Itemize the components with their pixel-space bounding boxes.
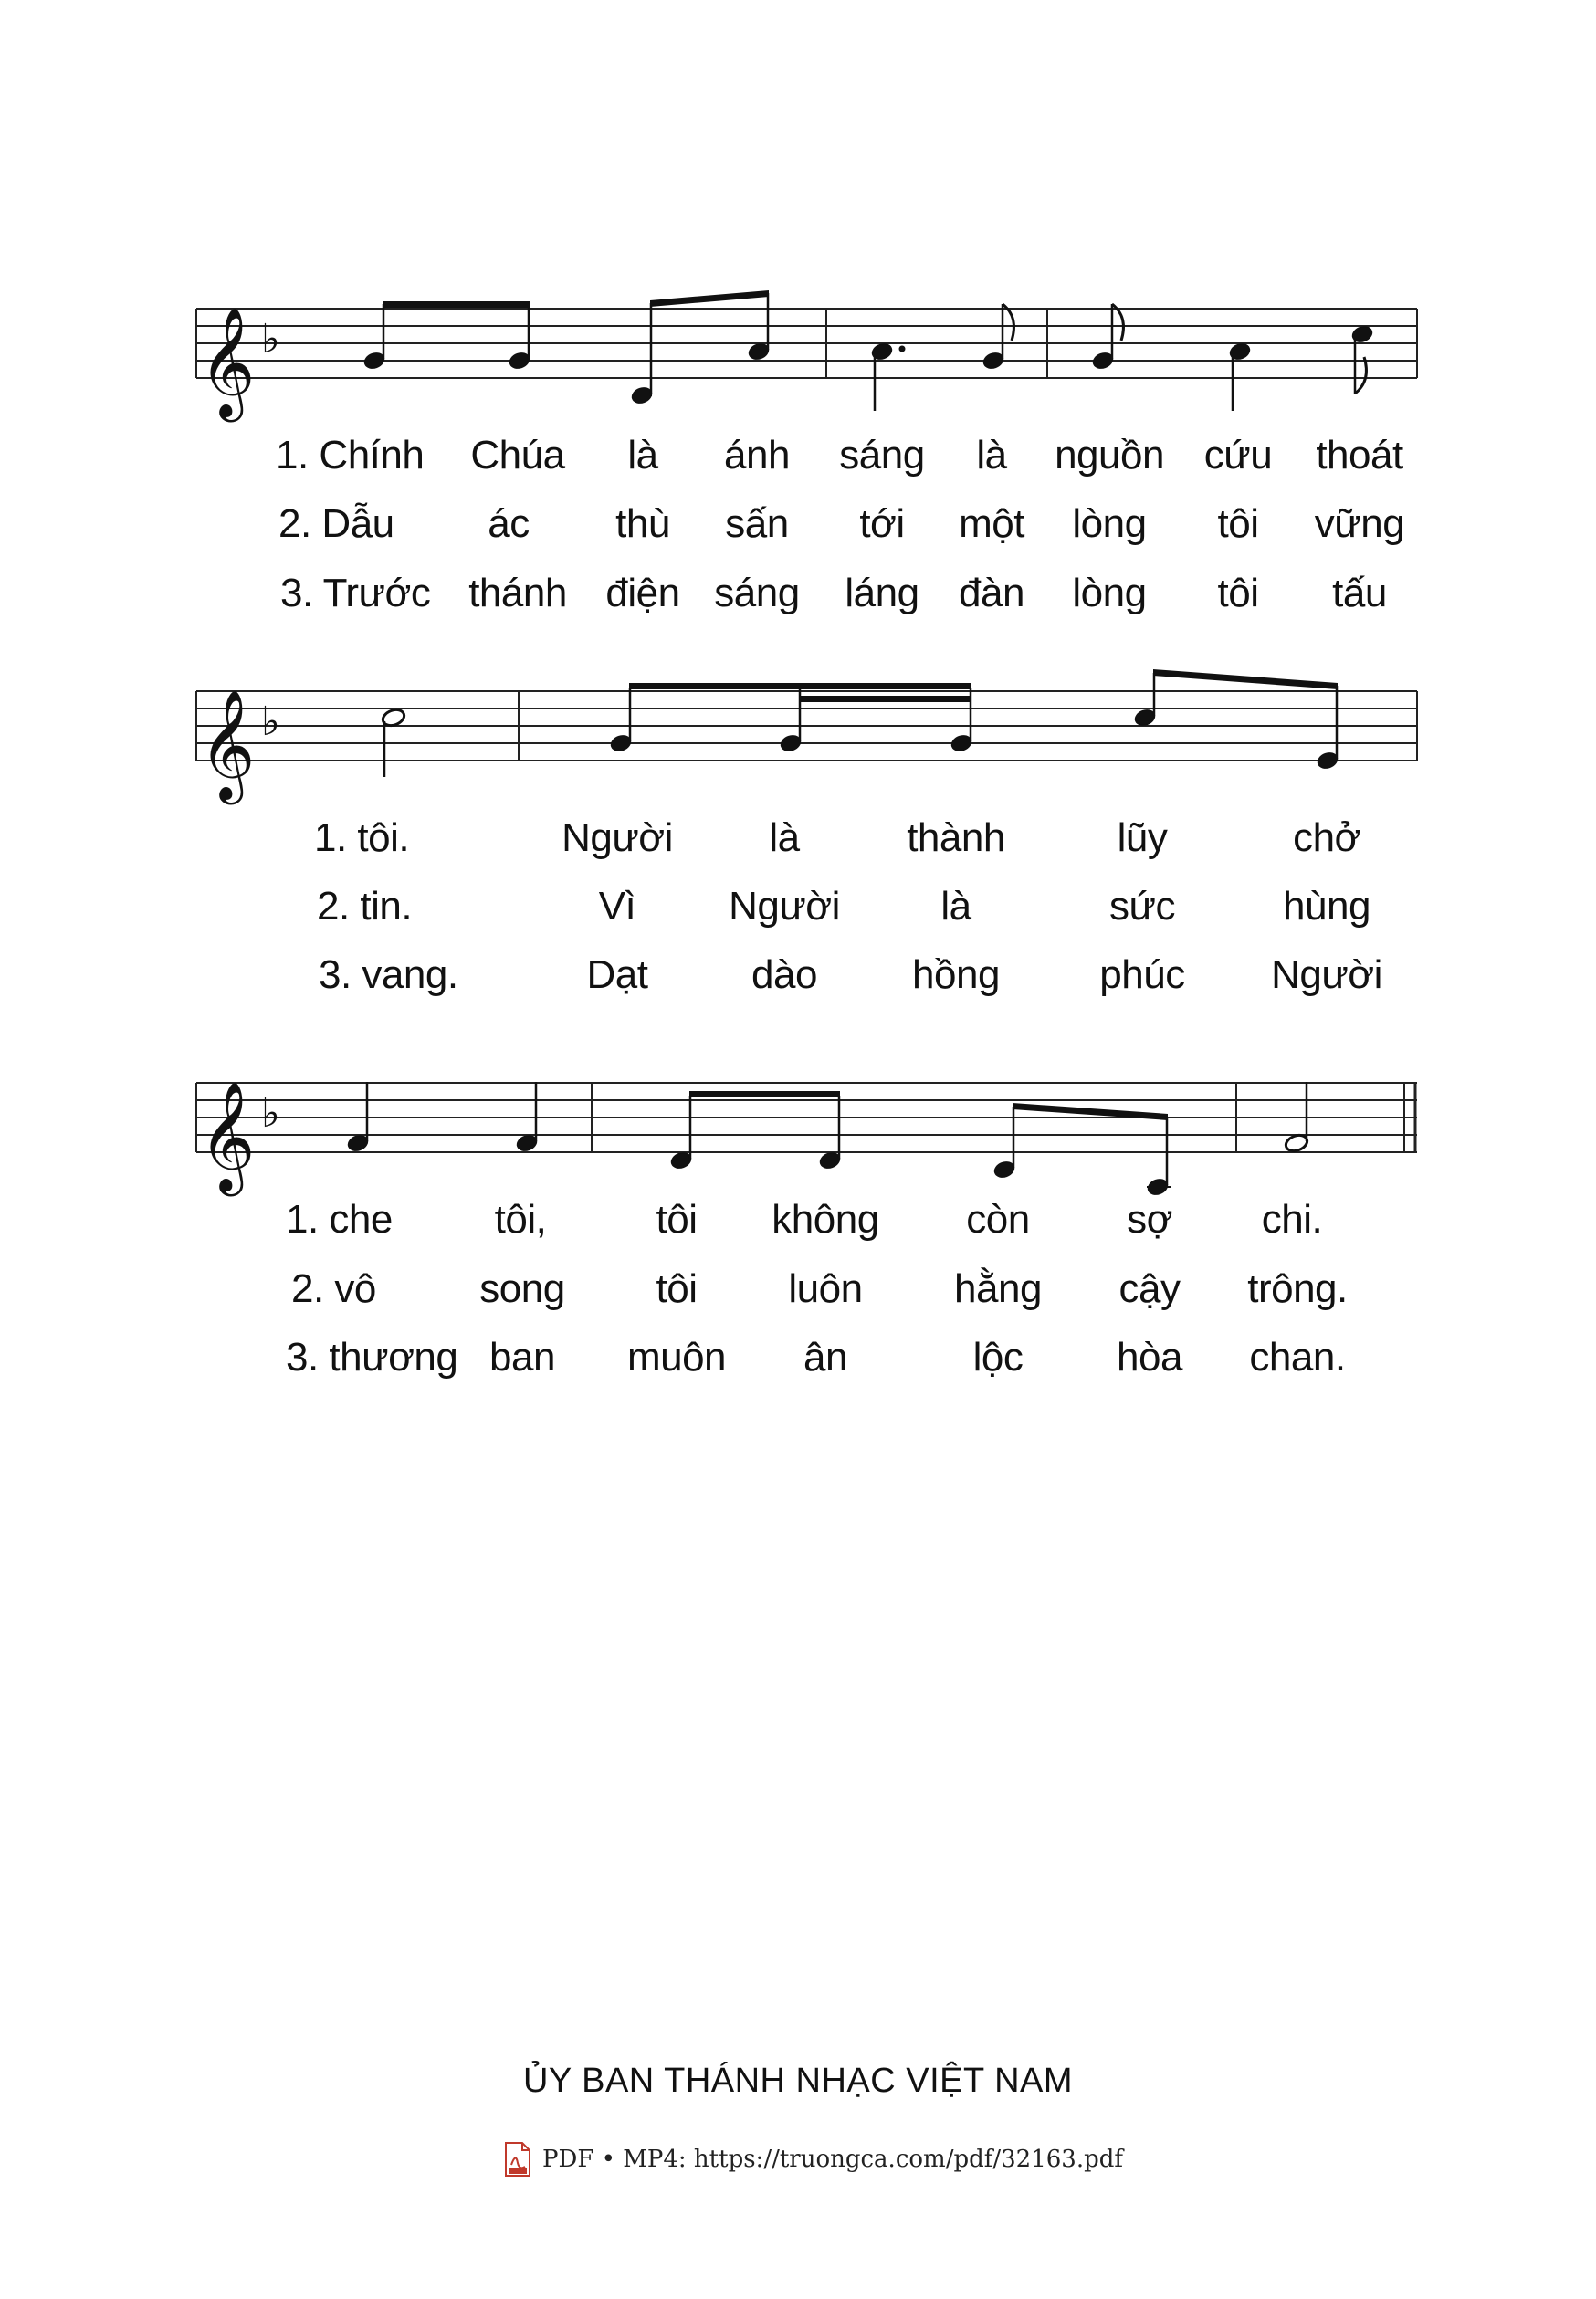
lyric-verse-1: sợ [1127, 1197, 1172, 1242]
lyric-verse-3: tấu [1332, 571, 1387, 615]
lyric-verse-1: Chúa [470, 433, 565, 478]
publisher-name: ỦY BAN THÁNH NHẠC VIỆT NAM [522, 2062, 1074, 2100]
lyric-verse-1: lũy [1117, 815, 1168, 860]
lyric-verse-2: thù [615, 501, 670, 546]
lyric-verse-2: vững [1314, 501, 1405, 546]
lyric-verse-1: tôi, [494, 1197, 547, 1242]
lyric-verse-3: sáng [714, 571, 800, 615]
lyric-verse-3: ân [803, 1335, 847, 1380]
pdf-file-icon [504, 2141, 531, 2178]
lyric-verse-2: song [479, 1266, 565, 1311]
lyric-verse-3: lộc [972, 1335, 1024, 1380]
lyric-verse-2: 2. Dẫu [278, 501, 394, 546]
lyric-verse-3: Người [1271, 952, 1382, 997]
lyric-verse-2: một [959, 501, 1024, 546]
lyric-verse-2: cậy [1118, 1266, 1181, 1311]
treble-clef-icon: 𝄞 [199, 688, 256, 800]
lyric-verse-1: không [772, 1197, 879, 1242]
lyric-verse-1: chi. [1261, 1197, 1323, 1242]
lyric-verse-1: nguồn [1055, 433, 1164, 478]
lyric-verse-2: hùng [1283, 884, 1370, 929]
lyric-verse-2: hằng [954, 1266, 1042, 1311]
treble-clef-icon: 𝄞 [199, 306, 256, 417]
lyric-verse-1: ánh [724, 433, 790, 478]
lyric-verse-1: cứu [1203, 433, 1273, 478]
lyric-verse-2: tôi [656, 1266, 698, 1311]
lyric-verse-3: 3. Trước [280, 571, 431, 615]
lyric-verse-1: sáng [839, 433, 925, 478]
flat-icon: ♭ [261, 1090, 280, 1137]
lyric-verse-1: là [769, 815, 800, 860]
flat-icon: ♭ [261, 698, 280, 745]
lyric-verse-3: 3. vang. [319, 952, 458, 997]
lyric-verse-1: là [627, 433, 658, 478]
flat-icon: ♭ [261, 316, 280, 362]
lyric-verse-3: hồng [912, 952, 1000, 997]
lyric-verse-1: thoát [1316, 433, 1403, 478]
lyric-verse-3: thánh [468, 571, 567, 615]
lyric-verse-3: muôn [626, 1335, 727, 1380]
lyric-verse-2: tôi [1217, 501, 1259, 546]
lyric-verse-1: thành [907, 815, 1005, 860]
lyric-verse-2: 2. tin. [317, 884, 413, 929]
lyric-verse-1: Người [562, 815, 673, 860]
pdf-link[interactable] [504, 2139, 1123, 2179]
lyric-verse-3: phúc [1099, 952, 1185, 997]
lyric-verse-1: là [976, 433, 1007, 478]
lyric-verse-3: hòa [1117, 1335, 1182, 1380]
lyric-verse-3: điện [605, 571, 680, 615]
lyric-verse-1: 1. tôi. [314, 815, 410, 860]
lyric-verse-2: sức [1109, 884, 1175, 929]
lyric-verse-3: lòng [1072, 571, 1147, 615]
lyric-verse-1: 1. Chính [276, 433, 425, 478]
lyric-verse-1: còn [966, 1197, 1030, 1242]
lyric-verse-1: 1. che [286, 1197, 393, 1242]
lyric-verse-1: tôi [656, 1197, 698, 1242]
lyric-verse-2: sấn [725, 501, 789, 546]
treble-clef-icon: 𝄞 [199, 1080, 256, 1191]
lyric-verse-3: dào [751, 952, 817, 997]
lyric-verse-2: trông. [1247, 1266, 1348, 1311]
lyric-verse-2: là [940, 884, 971, 929]
lyric-verse-3: ban [489, 1335, 555, 1380]
lyric-verse-3: 3. thương [286, 1335, 458, 1380]
lyric-verse-2: tới [859, 501, 905, 546]
lyric-verse-2: Người [729, 884, 840, 929]
lyric-verse-2: lòng [1072, 501, 1147, 546]
lyric-verse-3: Dạt [586, 952, 648, 997]
pdf-link-text[interactable]: PDF • MP4: https://truongca.com/pdf/32163.pdf [542, 2146, 1124, 2173]
lyric-verse-2: ác [488, 501, 530, 546]
lyric-verse-2: Vì [598, 884, 636, 929]
lyric-verse-3: chan. [1249, 1335, 1346, 1380]
lyric-verse-2: 2. vô [291, 1266, 376, 1311]
lyric-verse-3: láng [845, 571, 919, 615]
lyric-verse-3: tôi [1217, 571, 1259, 615]
lyric-verse-1: chở [1293, 815, 1360, 860]
lyric-verse-2: luôn [788, 1266, 863, 1311]
lyric-verse-3: đàn [959, 571, 1024, 615]
